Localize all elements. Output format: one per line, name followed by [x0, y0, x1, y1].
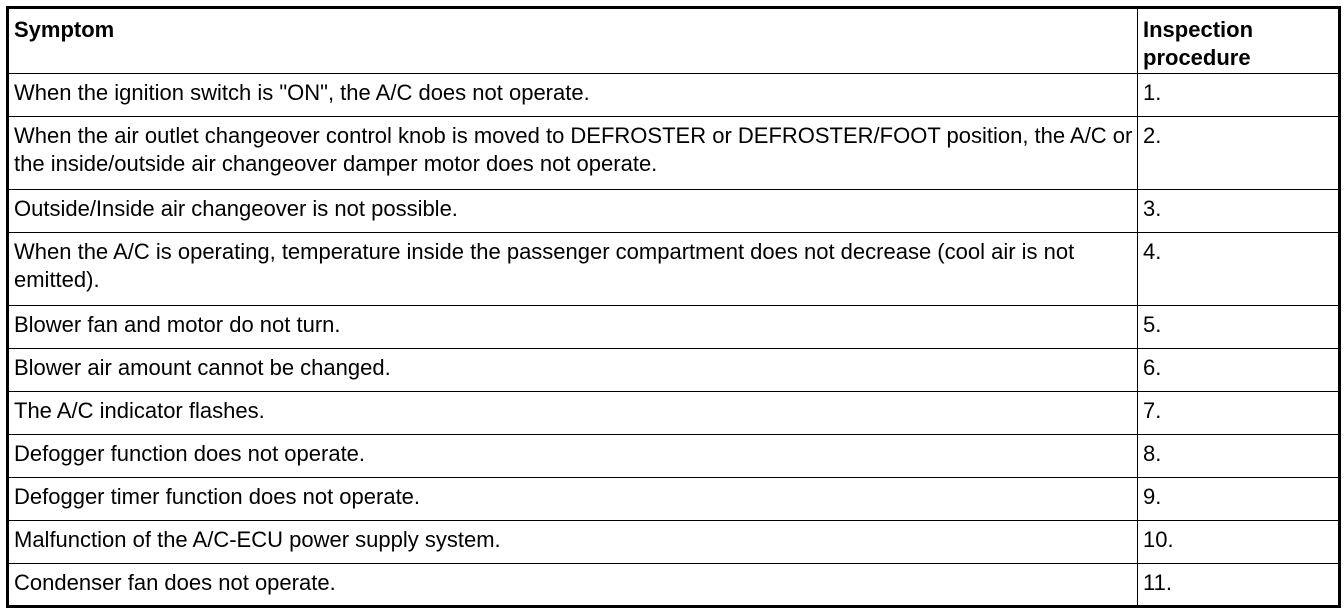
procedure-cell: 8.	[1138, 435, 1340, 478]
symptom-cell: Blower fan and motor do not turn.	[8, 306, 1138, 349]
symptom-cell: Malfunction of the A/C-ECU power supply system.	[8, 521, 1138, 564]
procedure-cell: 9.	[1138, 478, 1340, 521]
symptom-cell: Condenser fan does not operate.	[8, 564, 1138, 607]
procedure-cell: 5.	[1138, 306, 1340, 349]
table-row	[8, 521, 1340, 564]
procedure-cell: 10.	[1138, 521, 1340, 564]
table-row	[8, 564, 1340, 607]
table-row	[8, 74, 1340, 117]
symptom-cell: Blower air amount cannot be changed.	[8, 349, 1138, 392]
table-row	[8, 117, 1340, 190]
procedure-cell: 7.	[1138, 392, 1340, 435]
table-row	[8, 392, 1340, 435]
symptom-cell: Defogger timer function does not operate.	[8, 478, 1138, 521]
procedure-cell: 2.	[1138, 117, 1340, 190]
symptom-table	[6, 6, 1341, 608]
inspection-procedure-column-header: Inspection procedure	[1138, 8, 1340, 74]
table-row	[8, 190, 1340, 233]
procedure-cell: 4.	[1138, 233, 1340, 306]
table-row	[8, 349, 1340, 392]
table-row	[8, 306, 1340, 349]
procedure-cell: 1.	[1138, 74, 1340, 117]
symptom-column-header: Symptom	[8, 8, 1138, 74]
symptom-cell: The A/C indicator flashes.	[8, 392, 1138, 435]
procedure-cell: 3.	[1138, 190, 1340, 233]
procedure-cell: 6.	[1138, 349, 1340, 392]
table-header-row	[8, 8, 1340, 74]
table-row	[8, 478, 1340, 521]
procedure-cell: 11.	[1138, 564, 1340, 607]
table-row	[8, 233, 1340, 306]
table-row	[8, 435, 1340, 478]
symptom-cell: When the air outlet changeover control knob is moved to DEFROSTER or DEFROSTER/FOOT position, the A/C or the inside/outside air changeover damper motor does not operate.	[8, 117, 1138, 190]
symptom-cell: When the A/C is operating, temperature inside the passenger compartment does not decrease (cool air is not emitted).	[8, 233, 1138, 306]
symptom-cell: Defogger function does not operate.	[8, 435, 1138, 478]
symptom-cell: Outside/Inside air changeover is not possible.	[8, 190, 1138, 233]
symptom-cell: When the ignition switch is "ON", the A/C does not operate.	[8, 74, 1138, 117]
